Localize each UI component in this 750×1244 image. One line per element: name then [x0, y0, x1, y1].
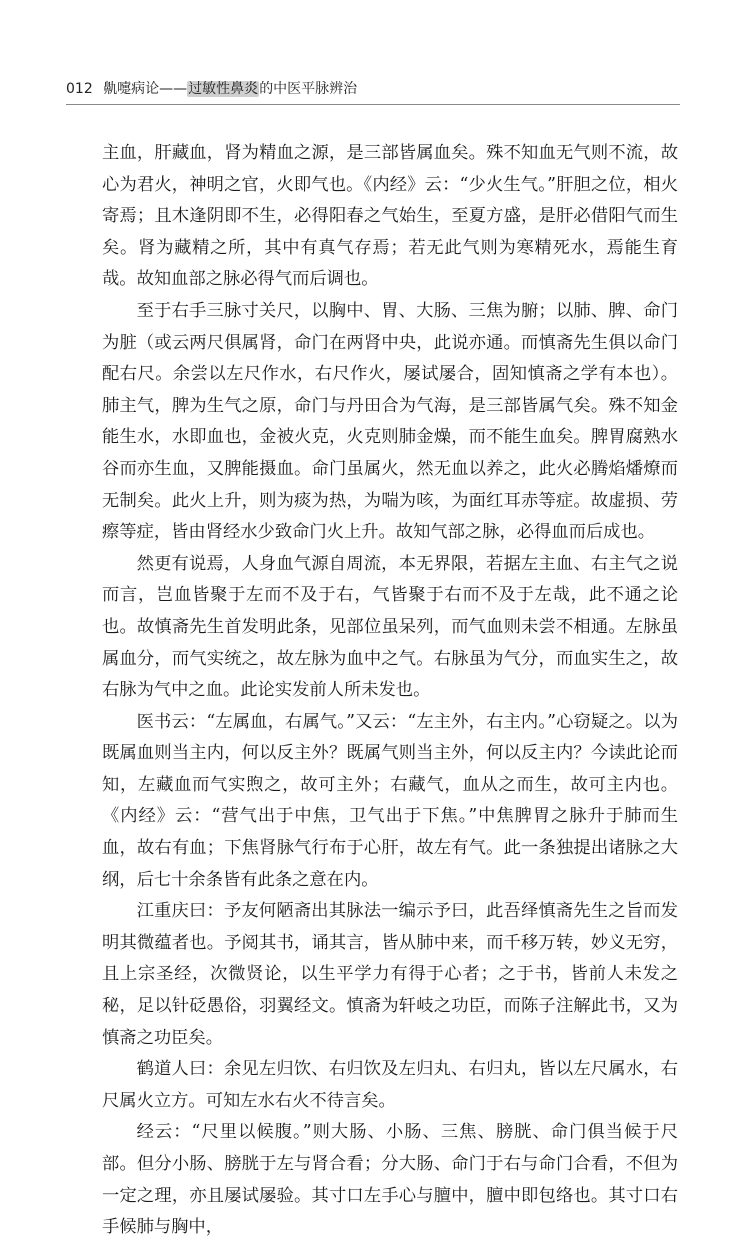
book-title-prefix: 鼽嚏病论——: [103, 81, 188, 97]
paragraph: 经云：“尺里以候腹。”则大肠、小肠、三焦、膀胱、命门俱当候于尺部。但分小肠、膀胱于左与肾合看；分大肠、命门于右与命门合看，不但为一定之理，亦且屡试屡验。其寸口左手心与膻中，膻中即包络也。其寸口右手候肺与胸中，: [102, 1122, 678, 1238]
paragraph: 然更有说焉，人身血气源自周流，本无界限，若据左主血、右主气之说而言，岂血皆聚于左而不及于右，气皆聚于右而不及于左哉，此不通之论也。故慎斋先生首发明此条，见部位虽呆列，而气血则未尝不相通。左脉虽属血分，而气实统之，故左脉为血中之气。右脉虽为气分，而血实生之，故右脉为气中之血。此论实发前人所未发也。: [102, 553, 678, 701]
page-number: 012: [66, 81, 93, 97]
paragraph: 至于右手三脉寸关尺，以胸中、胃、大肠、三焦为腑；以肺、脾、命门为脏（或云两尺俱属肾，命门在两肾中央，此说亦通。而慎斋先生俱以命门配右尺。余尝以左尺作水，右尺作火，屡试屡合，固知慎斋之学有本也）。肺主气，脾为生气之原，命门与丹田合为气海，是三部皆属气矣。殊不知金能生水，水即血也，金被火克，火克则肺金燥，而不能生血矣。脾胃腐熟水谷而亦生血，又脾能摄血。命门虽属火，然无血以养之，此火必腾焰燔燎而无制矣。此火上升，则为痰为热，为喘为咳，为面红耳赤等症。故虚损、劳瘵等症，皆由肾经水少致命门火上升。故知气部之脉，必得血而后成也。: [102, 300, 678, 543]
book-title-highlight: 过敏性鼻炎: [188, 81, 259, 97]
paragraph: 鹤道人曰：余见左归饮、右归饮及左归丸、右归丸，皆以左尺属水，右尺属火立方。可知左水右火不待言矣。: [102, 1059, 678, 1111]
book-title: [103, 81, 357, 97]
running-header: [66, 78, 357, 98]
header-rule: [66, 104, 680, 105]
paragraph: 医书云：“左属血，右属气。”又云：“左主外，右主内。”心窃疑之。以为既属血则当主内，何以反主外？既属气则当主外，何以反主内？今读此论而知，左藏血而气实煦之，故可主外；右藏气，血从之而生，故可主内也。《内经》云：“营气出于中焦，卫气出于下焦。”中焦脾胃之脉升于肺而生血，故右有血；下焦肾脉气行布于心肝，故左有气。此一条独提出诸脉之大纲，后七十余条皆有此条之意在内。: [102, 711, 678, 890]
paragraph: 江重庆曰：予友何陋斋出其脉法一编示予曰，此吾绎慎斋先生之旨而发明其微蕴者也。予阅其书，诵其言，皆从肺中来，而千移万转，妙义无穷，且上宗圣经，次微贤论，以生平学力有得于心者；之于书，皆前人未发之秘，足以针砭愚俗，羽翼经文。慎斋为轩岐之功臣，而陈子注解此书，又为慎斋之功臣矣。: [102, 901, 678, 1048]
book-title-suffix: 的中医平脉辨治: [259, 81, 358, 97]
body-text: [102, 138, 678, 1244]
paragraph-continued: 主血，肝藏血，肾为精血之源，是三部皆属血矣。殊不知血无气则不流，故心为君火，神明之官，火即气也。《内经》云：“少火生气。”肝胆之位，相火寄焉；且木逢阴即不生，必得阳春之气始生，至夏方盛，是肝必借阳气而生矣。肾为藏精之所，其中有真气存焉；若无此气则为寒精死水，焉能生育哉。故知血部之脉必得气而后调也。: [102, 143, 678, 290]
